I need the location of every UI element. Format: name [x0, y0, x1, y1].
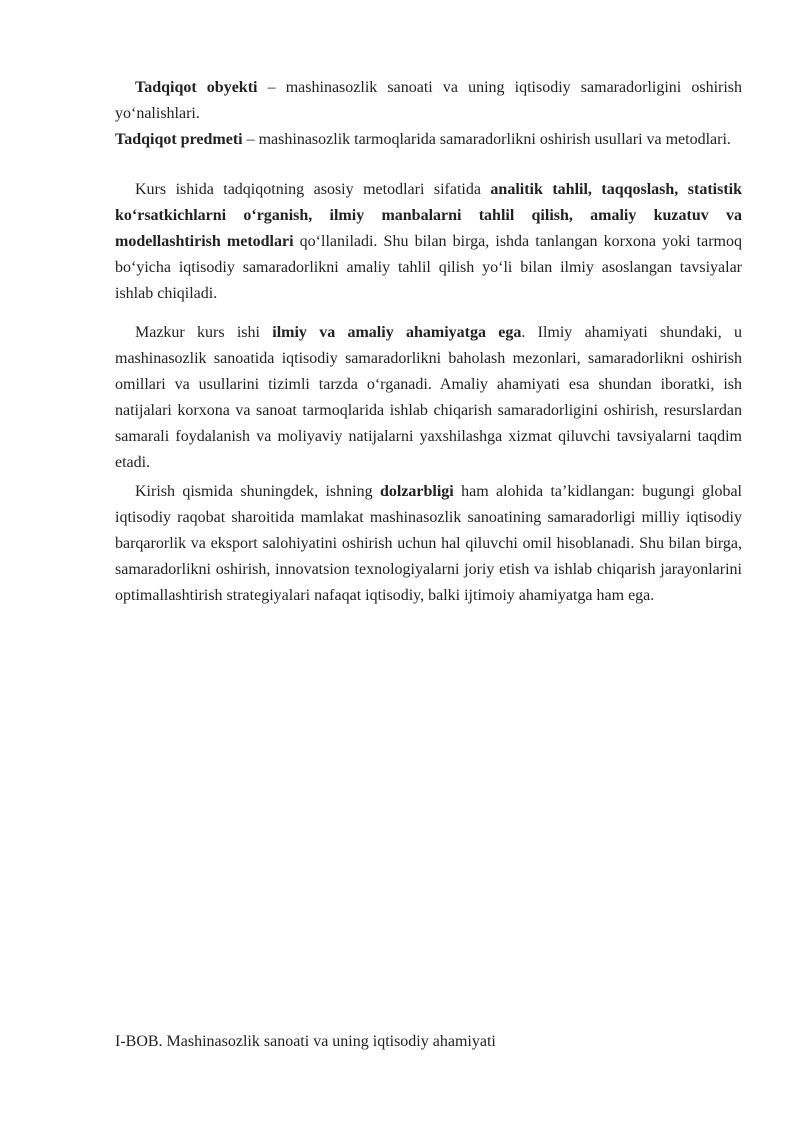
relevance-text-b: ham alohida ta’kidlangan: bugungi global iqtisodiy raqobat sharoitida mamlakat mashinasozlik sanoatining samaradorligi milliy iqtisodiy barqarorlik va eksport salohiyatini oshirish uchun hal qiluvchi omil hisoblanadi. Shu bilan birga, samaradorlikni oshirish, innovatsion texnologiyalarni joriy etish va ishlab chiqarish jarayonlarini optimallashtirish strategiyalari nafaqat iqtisodiy, balki ijtimoiy ahamiyatga ham ega. [115, 483, 742, 604]
research-object-line [115, 75, 742, 127]
research-object-label: Tadqiqot obyekti [135, 79, 258, 96]
research-subject-line [115, 127, 742, 153]
research-object-text-1: – mashinasozlik sanoati va uning iqtisodiy samaradorligini [257, 79, 682, 96]
relevance-text-a: Kirish qismida shuningdek, ishning [135, 483, 380, 500]
relevance-bold: dolzarbligi [379, 483, 454, 500]
research-subject-label: Tadqiqot predmeti [115, 131, 243, 148]
relevance-paragraph [115, 479, 742, 609]
significance-paragraph [115, 320, 742, 476]
object-subject-paragraph [115, 75, 742, 153]
methods-bold: analitik tahlil, taqqoslash, statistik ko‘rsatkichlarni o‘rganish, ilmiy manbalarni tahlil qilish, amaliy kuzatuv va modellashtirish metodlari [115, 181, 742, 250]
research-subject-text: – mashinasozlik tarmoqlarida samaradorlikni oshirish usullari va metodlari. [242, 131, 731, 148]
methods-paragraph [115, 177, 742, 307]
methods-text-b: qo‘llaniladi. Shu bilan birga, ishda tanlangan korxona yoki tarmoq bo‘yicha iqtisodiy samaradorlikni amaliy tahlil qilish yo‘li bilan ilmiy asoslangan tavsiyalar ishlab chiqiladi. [115, 233, 743, 302]
research-object-text-2: oshirish yo‘nalishlari. [115, 79, 743, 122]
significance-text-b: . Ilmiy ahamiyati shundaki, u mashinasozlik sanoatida iqtisodiy samaradorlikni baholash mezonlari, samaradorlikni oshirish omillari va usullarini tizimli tarzda o‘rganadi. Amaliy ahamiyati esa shundan iboratki, ish natijalari korxona va sanoat tarmoqlarida ishlab chiqarish samaradorligini oshirish, resurslardan samarali foydalanish va moliyaviy natijalarni yaxshilashga xizmat qiluvchi tavsiyalarni taqdim etadi. [115, 324, 742, 471]
significance-text-a: Mazkur kurs ishi [135, 324, 273, 341]
significance-bold: ilmiy va amaliy ahamiyatga ega [272, 324, 522, 341]
chapter-heading: I-BOB. Mashinasozlik sanoati va uning iqtisodiy ahamiyati [115, 1033, 496, 1050]
methods-text-a: Kurs ishida tadqiqotning asosiy metodlari sifatida [135, 181, 491, 198]
